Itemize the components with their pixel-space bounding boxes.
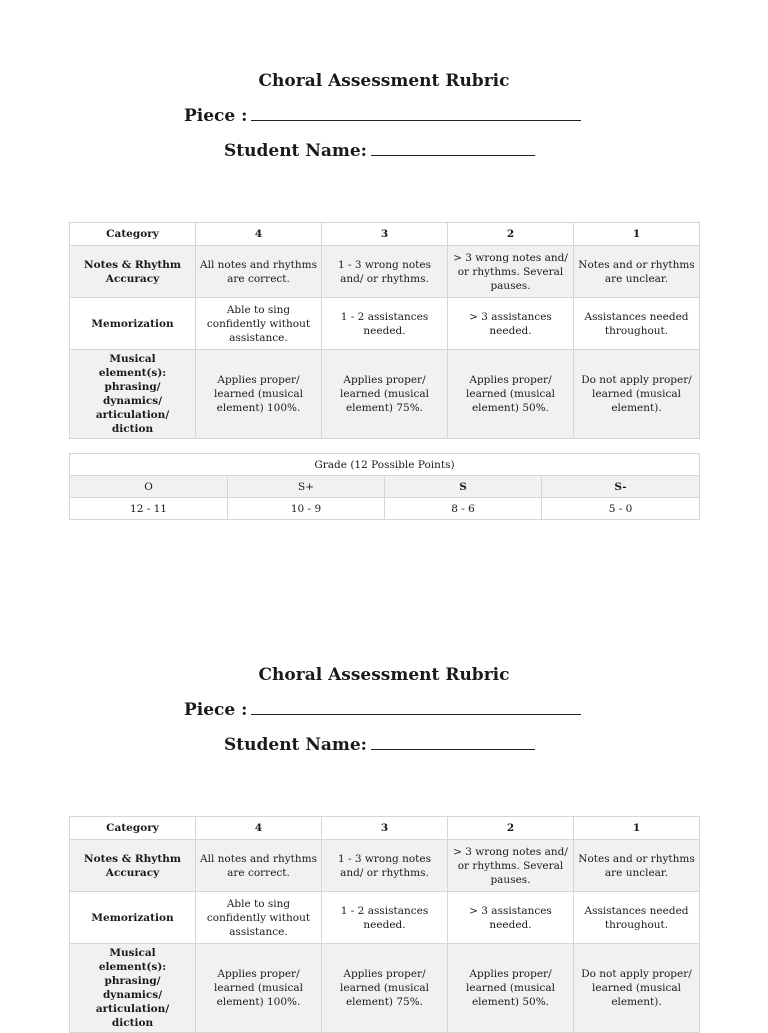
header-cell: 3 <box>322 223 448 246</box>
criteria-cell: Applies proper/ learned (musical element) 100%. <box>196 350 322 439</box>
criteria-cell: 1 - 2 assistances needed. <box>322 298 448 350</box>
criteria-cell: 1 - 2 assistances needed. <box>322 892 448 944</box>
criteria-cell: Notes and or rhythms are unclear. <box>574 840 700 892</box>
piece-field <box>184 700 581 720</box>
grade-value-cell: 5 - 0 <box>542 498 700 520</box>
grade-header-row <box>70 476 700 498</box>
piece-label: Piece : <box>184 700 248 720</box>
grade-header-cell: O <box>70 476 228 498</box>
criteria-cell: Able to sing confidently without assistance. <box>196 298 322 350</box>
table-row <box>70 944 700 1033</box>
grade-values-row <box>70 498 700 520</box>
grade-value-cell: 10 - 9 <box>228 498 385 520</box>
criteria-cell: All notes and rhythms are correct. <box>196 840 322 892</box>
student-name-label: Student Name: <box>224 735 367 755</box>
criteria-cell: Able to sing confidently without assistance. <box>196 892 322 944</box>
piece-label: Piece : <box>184 106 248 126</box>
header-cell: 2 <box>448 817 574 840</box>
criteria-cell: Assistances needed throughout. <box>574 892 700 944</box>
grade-value-cell: 8 - 6 <box>385 498 542 520</box>
header-cell: 4 <box>196 817 322 840</box>
student-name-blank-line[interactable] <box>371 154 535 156</box>
grade-header-cell: S- <box>542 476 700 498</box>
criteria-cell: Applies proper/ learned (musical element) 50%. <box>448 944 574 1033</box>
grade-title-row <box>70 454 700 476</box>
criteria-cell: > 3 assistances needed. <box>448 892 574 944</box>
student-name-blank-line[interactable] <box>371 748 535 750</box>
header-cell: 1 <box>574 817 700 840</box>
page-title: Choral Assessment Rubric <box>258 665 510 685</box>
rubric-header-row <box>70 223 700 246</box>
grade-title: Grade (12 Possible Points) <box>70 454 700 476</box>
criteria-cell: Do not apply proper/ learned (musical element). <box>574 350 700 439</box>
criteria-cell: Applies proper/ learned (musical element) 50%. <box>448 350 574 439</box>
grade-table <box>69 453 700 520</box>
header-cell: 2 <box>448 223 574 246</box>
table-row <box>70 840 700 892</box>
rubric-table <box>69 816 700 1033</box>
header-cell: 4 <box>196 223 322 246</box>
rubric-table <box>69 222 700 439</box>
criteria-cell: Assistances needed throughout. <box>574 298 700 350</box>
category-cell: Musical element(s): phrasing/ dynamics/ articulation/ diction <box>70 350 196 439</box>
criteria-cell: Applies proper/ learned (musical element) 75%. <box>322 350 448 439</box>
student-name-field <box>224 735 535 755</box>
criteria-cell: Applies proper/ learned (musical element) 75%. <box>322 944 448 1033</box>
header-cell: 1 <box>574 223 700 246</box>
piece-blank-line[interactable] <box>251 119 581 121</box>
header-cell: Category <box>70 817 196 840</box>
criteria-cell: All notes and rhythms are correct. <box>196 246 322 298</box>
piece-field <box>184 106 581 126</box>
student-name-label: Student Name: <box>224 141 367 161</box>
category-cell: Memorization <box>70 892 196 944</box>
category-cell: Musical element(s): phrasing/ dynamics/ articulation/ diction <box>70 944 196 1033</box>
criteria-cell: 1 - 3 wrong notes and/ or rhythms. <box>322 246 448 298</box>
grade-header-cell: S+ <box>228 476 385 498</box>
category-cell: Memorization <box>70 298 196 350</box>
page-title: Choral Assessment Rubric <box>258 71 510 91</box>
table-row <box>70 350 700 439</box>
criteria-cell: 1 - 3 wrong notes and/ or rhythms. <box>322 840 448 892</box>
table-row <box>70 246 700 298</box>
rubric-header-row <box>70 817 700 840</box>
grade-value-cell: 12 - 11 <box>70 498 228 520</box>
criteria-cell: Applies proper/ learned (musical element) 100%. <box>196 944 322 1033</box>
category-cell: Notes & Rhythm Accuracy <box>70 246 196 298</box>
criteria-cell: > 3 assistances needed. <box>448 298 574 350</box>
grade-header-cell: S <box>385 476 542 498</box>
criteria-cell: > 3 wrong notes and/ or rhythms. Several pauses. <box>448 840 574 892</box>
criteria-cell: > 3 wrong notes and/ or rhythms. Several pauses. <box>448 246 574 298</box>
student-name-field <box>224 141 535 161</box>
category-cell: Notes & Rhythm Accuracy <box>70 840 196 892</box>
header-cell: Category <box>70 223 196 246</box>
piece-blank-line[interactable] <box>251 713 581 715</box>
table-row <box>70 892 700 944</box>
criteria-cell: Notes and or rhythms are unclear. <box>574 246 700 298</box>
header-cell: 3 <box>322 817 448 840</box>
criteria-cell: Do not apply proper/ learned (musical element). <box>574 944 700 1033</box>
table-row <box>70 298 700 350</box>
